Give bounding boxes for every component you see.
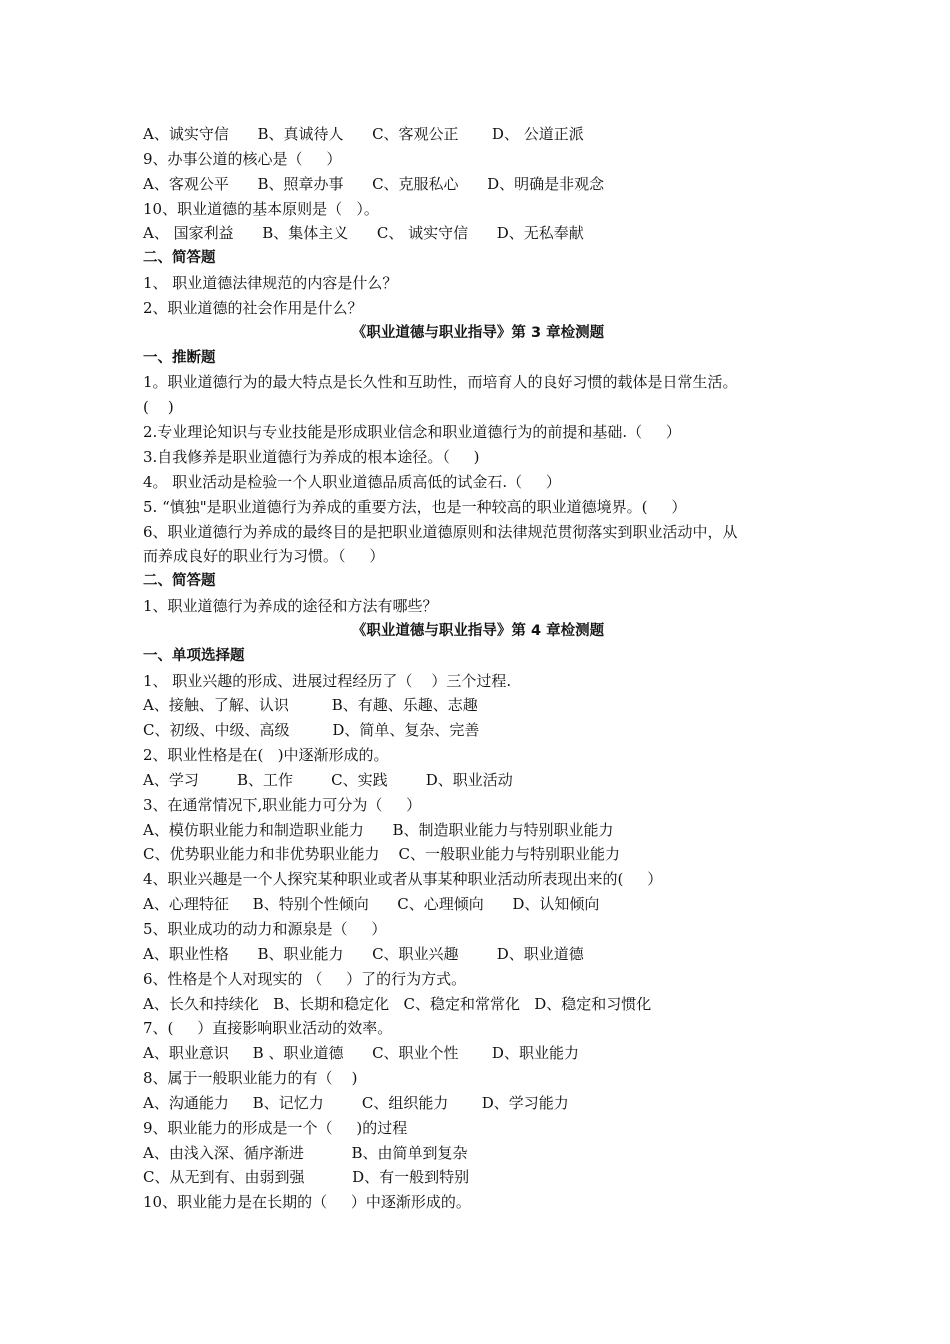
document-body xyxy=(143,122,813,1215)
text-line: A、客观公平 B、照章办事 C、克服私心 D、明确是非观念 xyxy=(143,174,605,193)
text-line: 4。 职业活动是检验一个人职业道德品质高低的试金石.（ ） xyxy=(143,472,561,491)
text-line: 4、职业兴趣是一个人探究某种职业或者从事某种职业活动所表现出来的( ） xyxy=(143,870,663,889)
text-line: A、诚实守信 B、真诚待人 C、客观公正 D、 公道正派 xyxy=(143,125,584,143)
text-line: C、从无到有、由弱到强 D、有一般到特别 xyxy=(143,1168,470,1187)
text-line: 6、性格是个人对现实的 （ ）了的行为方式。 xyxy=(143,969,467,988)
text-line: ( ) xyxy=(143,398,174,417)
section-heading: 一、单项选择题 xyxy=(143,647,245,664)
text-line: 3、在通常情况下,职业能力可分为（ ） xyxy=(143,795,422,814)
text-line: C、优势职业能力和非优势职业能力 C、一般职业能力与特别职业能力 xyxy=(143,845,621,864)
text-line: 1、职业道德行为养成的途径和方法有哪些？ xyxy=(143,597,438,616)
text-line: 2、职业道德的社会作用是什么？ xyxy=(143,298,363,317)
text-line: A、模仿职业能力和制造职业能力 B、制造职业能力与特别职业能力 xyxy=(143,820,614,839)
text-line: 9、职业能力的形成是一个（ )的过程 xyxy=(143,1118,408,1137)
text-line: A、心理特征 B、特别个性倾向 C、心理倾向 D、认知倾向 xyxy=(143,895,600,914)
text-line: 2、职业性格是在( )中逐渐形成的。 xyxy=(143,746,389,765)
text-line: A、职业意识 B 、职业道德 C、职业个性 D、职业能力 xyxy=(143,1044,579,1063)
chapter-title: 《职业道德与职业指导》第 3 章检测题 xyxy=(351,324,605,341)
text-line: 7、( ）直接影响职业活动的效率。 xyxy=(143,1019,393,1038)
text-line: 而养成良好的职业行为习惯。（ ） xyxy=(143,547,385,566)
text-line: 2.专业理论知识与专业技能是形成职业信念和职业道德行为的前提和基础.（ ） xyxy=(143,423,681,442)
text-line: A、由浅入深、循序渐进 B、由简单到复杂 xyxy=(143,1143,468,1162)
text-line: 10、职业道德的基本原则是（ ）。 xyxy=(143,199,379,218)
text-line: 9、办事公道的核心是（ ） xyxy=(143,149,342,168)
text-line: A、学习 B、工作 C、实践 D、职业活动 xyxy=(143,770,513,789)
text-line: 1、 职业道德法律规范的内容是什么？ xyxy=(143,274,398,293)
text-line: A、 国家利益 B、集体主义 C、 诚实守信 D、无私奉献 xyxy=(143,224,584,243)
chapter-title: 《职业道德与职业指导》第 4 章检测题 xyxy=(351,622,605,639)
text-line: 6、职业道德行为养成的最终目的是把职业道德原则和法律规范贯彻落实到职业活动中，从 xyxy=(143,522,738,541)
section-heading: 一、推断题 xyxy=(143,349,216,366)
text-line: 5. “慎独"是职业道德行为养成的重要方法，也是一种较高的职业道德境界。( ） xyxy=(143,497,687,516)
text-line: A、沟通能力 B、记忆力 C、组织能力 D、学习能力 xyxy=(143,1093,569,1112)
text-line: C、初级、中级、高级 D、简单、复杂、完善 xyxy=(143,721,480,740)
section-heading: 二、简答题 xyxy=(143,250,216,267)
text-line: 3.自我修养是职业道德行为养成的根本途径。（ ) xyxy=(143,447,480,466)
text-line: 1、 职业兴趣的形成、进展过程经历了（ ）三个过程. xyxy=(143,671,512,690)
text-line: A、职业性格 B、职业能力 C、职业兴趣 D、职业道德 xyxy=(143,944,584,963)
text-line: 5、职业成功的动力和源泉是（ ） xyxy=(143,920,387,938)
text-line: 8、属于一般职业能力的有（ ) xyxy=(143,1069,358,1088)
text-line: A、接触、了解、认识 B、有趣、乐趣、志趣 xyxy=(143,696,478,715)
text-line: 10、职业能力是在长期的（ ）中逐渐形成的。 xyxy=(143,1193,471,1212)
text-line: A、长久和持续化 B、长期和稳定化 C、稳定和常常化 D、稳定和习惯化 xyxy=(143,994,652,1013)
text-line: 1。职业道德行为的最大特点是长久性和互助性，而培育人的良好习惯的载体是日常生活。 xyxy=(143,373,738,392)
section-heading: 二、简答题 xyxy=(143,573,216,590)
